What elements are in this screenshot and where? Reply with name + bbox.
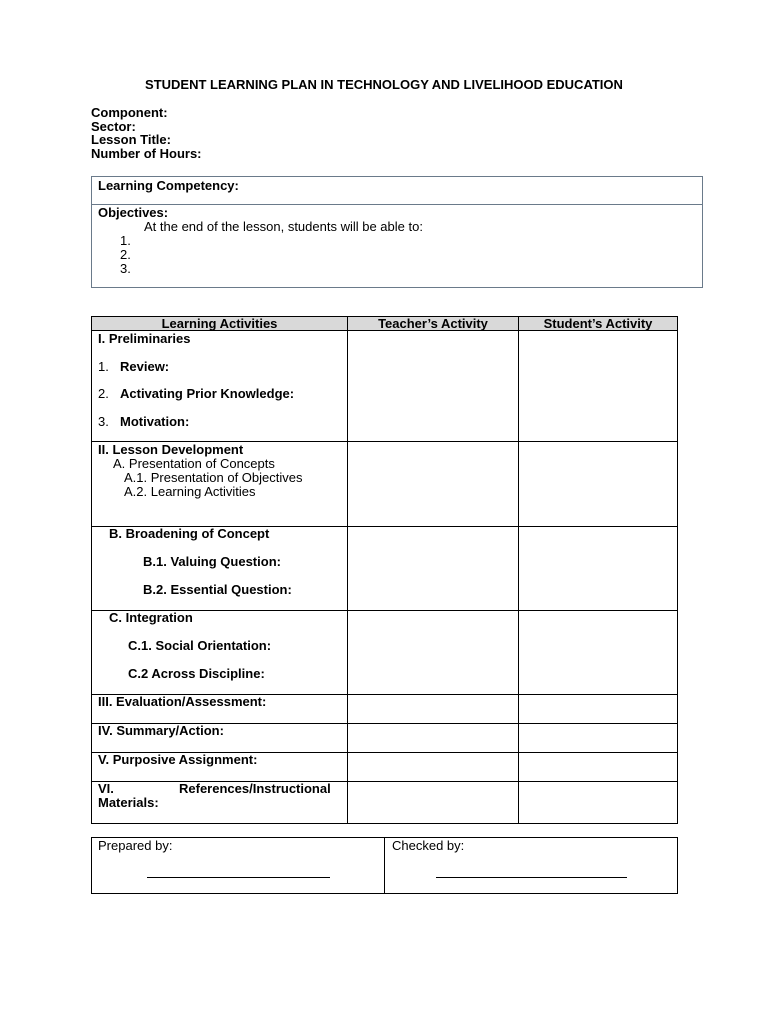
- materials-heading: Materials:: [98, 795, 159, 810]
- broadening-heading: B. Broadening of Concept: [109, 526, 270, 541]
- references-number: VI.: [98, 781, 114, 796]
- header-teachers-activity: Teacher’s Activity: [378, 316, 488, 331]
- signature-box: [91, 837, 678, 894]
- lesson-development-heading: II. Lesson Development: [98, 442, 244, 457]
- competency-row: [92, 177, 702, 205]
- item-number: 2.: [98, 386, 109, 401]
- item-number: 1.: [98, 359, 109, 374]
- assignment-heading: V. Purposive Assignment:: [98, 752, 258, 767]
- presentation-of-objectives: A.1. Presentation of Objectives: [124, 470, 303, 485]
- prior-knowledge-label: Activating Prior Knowledge:: [120, 386, 295, 401]
- prepared-by-label: Prepared by:: [98, 838, 173, 853]
- checked-signature-line: [436, 877, 627, 878]
- sector-label: Sector:: [91, 118, 136, 134]
- header-students-activity: Student’s Activity: [543, 316, 653, 331]
- review-label: Review:: [120, 359, 170, 374]
- competency-label: Learning Competency:: [98, 178, 239, 193]
- social-orientation-label: C.1. Social Orientation:: [128, 638, 272, 653]
- lesson-meta: [91, 106, 202, 161]
- learning-activities-item: A.2. Learning Activities: [124, 484, 256, 499]
- motivation-label: Motivation:: [120, 414, 190, 429]
- summary-heading: IV. Summary/Action:: [98, 723, 224, 738]
- column-divider: [347, 317, 348, 823]
- signature-divider: [384, 838, 385, 893]
- column-divider: [518, 317, 519, 823]
- evaluation-heading: III. Evaluation/Assessment:: [98, 694, 267, 709]
- table-header: [92, 317, 677, 331]
- header-learning-activities: Learning Activities: [161, 316, 278, 331]
- integration-heading: C. Integration: [109, 610, 193, 625]
- objectives-intro: At the end of the lesson, students will be able to:: [144, 219, 423, 234]
- prepared-signature-line: [147, 877, 330, 878]
- preliminaries-heading: I. Preliminaries: [98, 331, 191, 346]
- learning-activities-table: [91, 316, 678, 824]
- component-label: Component:: [91, 105, 168, 120]
- objectives-label: Objectives:: [98, 205, 169, 220]
- objective-number: 1.: [120, 233, 131, 248]
- document-title: STUDENT LEARNING PLAN IN TECHNOLOGY AND LIVELIHOOD EDUCATION: [145, 77, 623, 92]
- valuing-question-label: B.1. Valuing Question:: [143, 554, 281, 569]
- competency-box: [91, 176, 703, 288]
- references-heading: References/Instructional: [179, 781, 331, 796]
- checked-by-label: Checked by:: [392, 838, 465, 853]
- lesson-title-label: Lesson Title:: [91, 132, 171, 148]
- objective-number: 3.: [120, 261, 131, 276]
- essential-question-label: B.2. Essential Question:: [143, 582, 292, 597]
- item-number: 3.: [98, 414, 109, 429]
- presentation-of-concepts: A. Presentation of Concepts: [113, 456, 275, 471]
- hours-label: Number of Hours:: [91, 146, 202, 162]
- across-discipline-label: C.2 Across Discipline:: [128, 666, 265, 681]
- objective-number: 2.: [120, 247, 131, 262]
